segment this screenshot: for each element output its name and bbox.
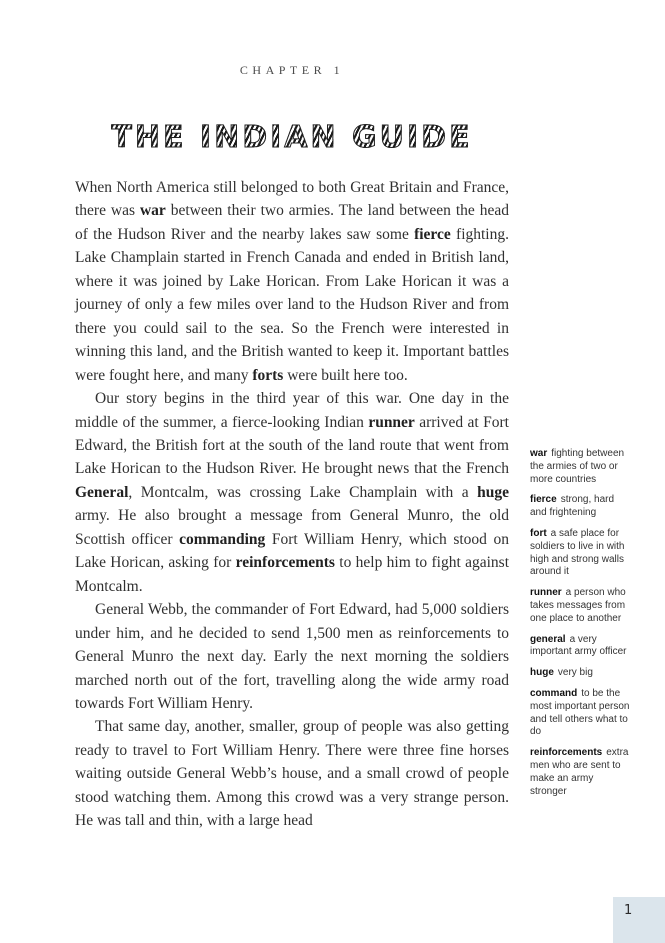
body-text-segment: That same day, another, smaller, group of people was also getting ready to travel to Fort William Henry. There were three fine horses waiting outside General Webb’s house, and a small crowd of people stood watching them. Among this crowd was a very strange person. He was tall and thin, with a large head [75, 718, 509, 830]
glossary-term: runner [530, 587, 562, 599]
glossary-word-bold: forts [252, 366, 284, 384]
page-number: 1 [624, 903, 633, 918]
glossary-word-bold: commanding [179, 530, 266, 548]
glossary-definition: to be the most important person and tell others what to do [530, 687, 630, 738]
body-text [75, 176, 509, 833]
glossary-entry [530, 528, 630, 579]
glossary-word-bold: runner [368, 413, 415, 431]
glossary-definition: a safe place for soldiers to live in with high and strong walls around it [530, 527, 625, 578]
chapter-label: CHAPTER 1 [239, 63, 345, 77]
glossary-entry [530, 587, 630, 625]
paragraph [75, 715, 509, 832]
paragraph [75, 598, 509, 715]
glossary-word-bold: General [75, 483, 129, 501]
body-text-segment: , Montcalm, was crossing Lake Champlain with a [128, 483, 478, 501]
body-text-segment: Fort William Henry, which stood on Lake Horican, asking for [75, 530, 509, 572]
glossary-term: general [530, 633, 566, 645]
body-text-segment: between their two armies. The land between the head of the Hudson River and the nearby lakes saw some [75, 202, 509, 243]
glossary-definition: extra men who are sent to make an army stronger [530, 747, 629, 797]
glossary-entry [530, 747, 630, 798]
glossary-term: huge [530, 667, 554, 679]
glossary-definition: very big [557, 667, 593, 679]
body-text-segment: Our story begins in the third year of this war. One day in the middle of the summer, a fierce-looking Indian [75, 390, 509, 431]
glossary-entry [530, 494, 630, 520]
glossary-word-bold: fierce [414, 225, 451, 243]
glossary-entry [530, 688, 630, 739]
glossary-entry [530, 667, 630, 680]
glossary-word-bold: huge [477, 483, 509, 501]
page-number-box [613, 897, 665, 943]
body-text-segment: fighting. Lake Champlain started in French Canada and ended in British land, where it was joined by Lake Horican. From Lake Horican it was a journey of only a few miles over land to the Hudson River and from there you could sail to the sea. So the French were interested in winning this land, and the British wanted to keep it. Important battles were fought here, and many [75, 225, 509, 384]
glossary-term: war [530, 448, 548, 459]
glossary-definition: a very important army officer [530, 633, 627, 658]
glossary [530, 448, 630, 806]
glossary-definition: fighting between the armies of two or more countries [530, 448, 625, 485]
body-text-segment: army. He also brought a message from General Munro, the old Scottish officer [75, 507, 509, 548]
glossary-entry [530, 448, 630, 486]
glossary-term: fort [530, 527, 547, 539]
glossary-entry [530, 634, 630, 660]
paragraph [75, 387, 509, 598]
paragraph [75, 176, 509, 387]
body-text-segment: General Webb, the commander of Fort Edward, had 5,000 soldiers under him, and he decided to send 1,500 men as reinforcements to General Munro the next day. Early the next morning the soldiers marched north out of the fort, travelling along the wide army road towards Fort William Henry. [75, 601, 509, 712]
glossary-term: command [530, 687, 578, 699]
body-text-segment: to help him to fight against Montcalm. [75, 554, 509, 595]
glossary-term: reinforcements [530, 747, 603, 759]
page-title: THE INDIAN GUIDE [75, 120, 509, 155]
body-text-segment: were built here too. [283, 366, 408, 384]
glossary-word-bold: war [139, 202, 166, 220]
body-text-segment: When North America still belonged to both Great Britain and France, there was [75, 179, 509, 220]
glossary-term: fierce [530, 494, 557, 506]
glossary-definition: strong, hard and frightening [530, 494, 615, 519]
glossary-word-bold: reinforcements [235, 554, 335, 572]
glossary-definition: a person who takes messages from one place to another [530, 587, 626, 624]
body-text-segment: arrived at Fort Edward, the British fort at the south of the land route that went from Lake Horican to the Hudson River. He brought news that the French [75, 413, 509, 478]
